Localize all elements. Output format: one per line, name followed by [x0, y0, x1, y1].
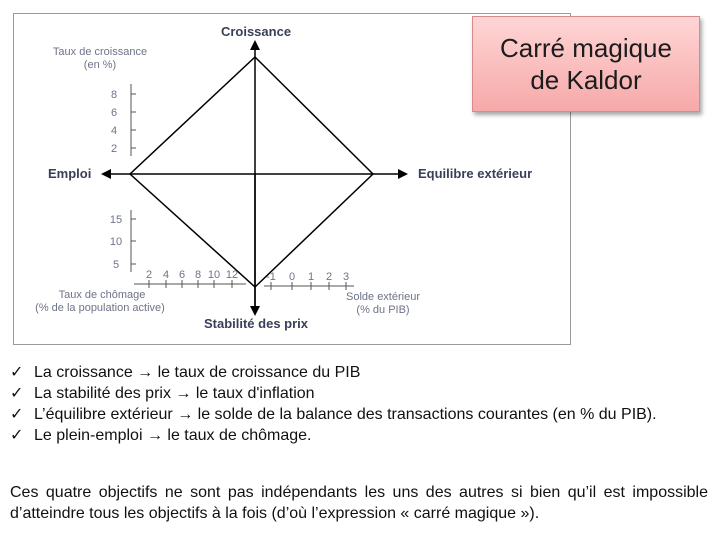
- growth-tick-label: 8: [110, 89, 118, 101]
- unemployment-axis-unit: (% de la population active): [35, 302, 165, 314]
- growth-axis-unit: (en %): [83, 59, 117, 71]
- growth-tick-label: 6: [110, 107, 118, 119]
- unemployment-tick-label: 10: [207, 269, 221, 281]
- inflation-tick-label: 5: [112, 259, 120, 271]
- growth-tick-label: 4: [110, 125, 118, 137]
- bullet-text: La croissance → le taux de croissance du PIB: [34, 364, 361, 381]
- unemployment-tick-label: 12: [225, 269, 239, 281]
- unemployment-scale: [134, 269, 246, 288]
- growth-axis-title: Taux de croissance: [52, 46, 148, 58]
- unemployment-axis-title: Taux de chômage: [58, 289, 146, 301]
- inflation-tick-label: 15: [109, 214, 123, 226]
- checkmark-icon: ✓: [10, 364, 24, 381]
- label-croissance: Croissance: [220, 24, 292, 39]
- inflation-tick-label: 10: [109, 236, 123, 248]
- bullet-text: Le plein-emploi → le taux de chômage.: [34, 427, 312, 444]
- bullet-item: [10, 383, 710, 404]
- external-axis-title: Solde extérieur: [346, 291, 420, 303]
- bullet-text: L’équilibre extérieur → le solde de la balance des transactions courantes (en % du PIB).: [34, 406, 657, 423]
- title-callout: [472, 16, 700, 112]
- label-equilibre-exterieur: Equilibre extérieur: [418, 166, 533, 181]
- growth-tick-label: 2: [110, 143, 118, 155]
- bullet-list: [10, 362, 710, 446]
- label-stabilite-des-prix: Stabilité des prix: [203, 316, 309, 331]
- external-tick-label: 3: [342, 271, 350, 283]
- growth-scale: [111, 84, 136, 156]
- bullet-item: [10, 362, 710, 383]
- checkmark-icon: ✓: [10, 385, 24, 402]
- unemployment-tick-label: 6: [178, 269, 186, 281]
- external-tick-label: -1: [266, 271, 276, 283]
- external-tick-label: 2: [325, 271, 333, 283]
- checkmark-icon: ✓: [10, 427, 24, 444]
- label-emploi: Emploi: [48, 166, 92, 181]
- title-text: Carré magique de Kaldor: [500, 33, 672, 95]
- external-axis-unit: (% du PIB): [356, 304, 410, 316]
- external-scale: [264, 271, 354, 290]
- external-tick-label: 1: [307, 271, 315, 283]
- unemployment-tick-label: 8: [194, 269, 202, 281]
- bullet-item: [10, 404, 710, 425]
- external-tick-label: 0: [288, 271, 296, 283]
- unemployment-tick-label: 2: [145, 269, 153, 281]
- unemployment-tick-label: 4: [162, 269, 170, 281]
- bullet-item: [10, 425, 710, 446]
- magic-square-diamond: [130, 57, 373, 287]
- conclusion-paragraph: Ces quatre objectifs ne sont pas indépendants les uns des autres si bien qu’il est impossible d’atteindre tous les objectifs à la fois (d’où l’expression « carré magique »).: [10, 484, 708, 522]
- inflation-scale: [110, 210, 136, 272]
- bullet-text: La stabilité des prix → le taux d'inflation: [34, 385, 315, 402]
- checkmark-icon: ✓: [10, 406, 24, 423]
